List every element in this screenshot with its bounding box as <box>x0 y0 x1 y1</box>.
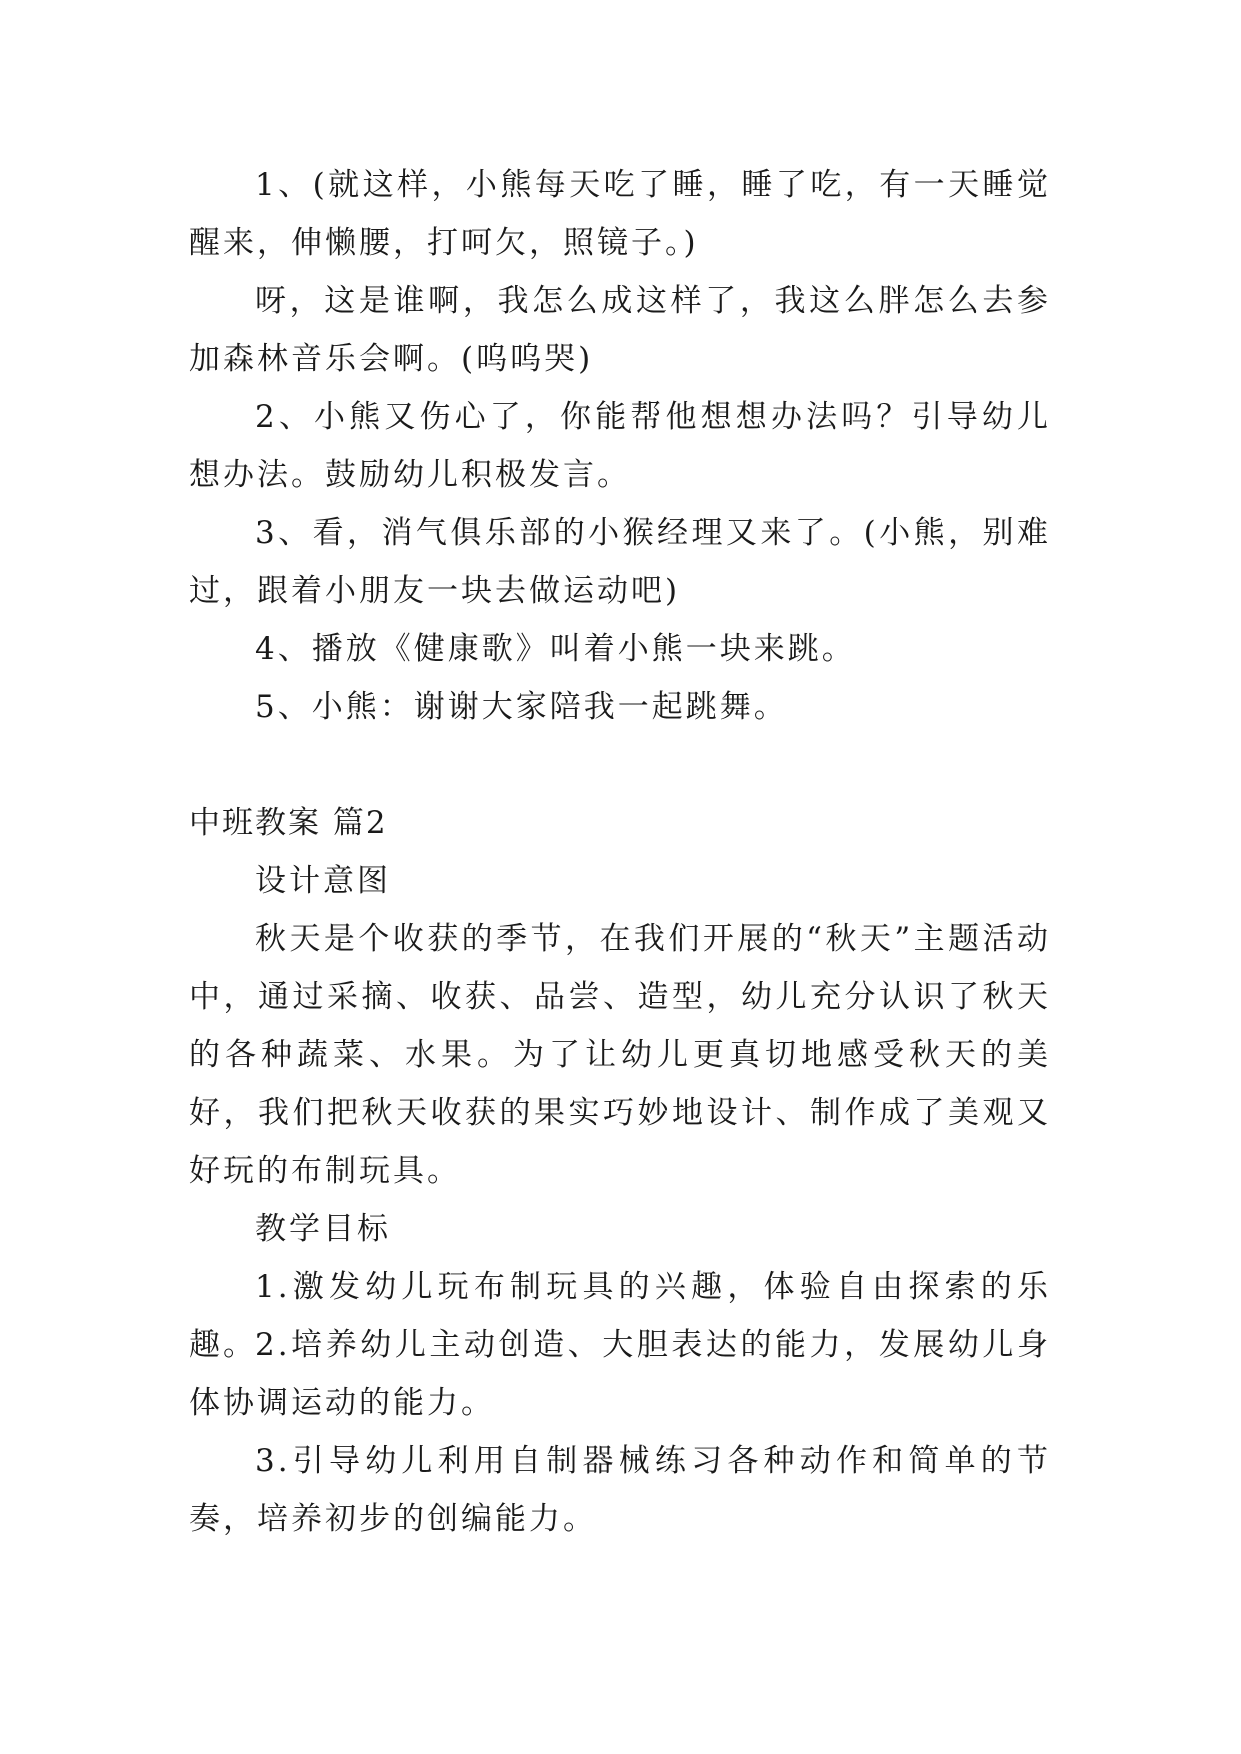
paragraph-bear-speech: 呀，这是谁啊，我怎么成这样了，我这么胖怎么去参加森林音乐会啊。(呜呜哭) <box>189 283 1051 377</box>
paragraph-step-1: 1、(就这样，小熊每天吃了睡，睡了吃，有一天睡觉醒来，伸懒腰，打呵欠，照镜子。) <box>189 167 1051 261</box>
paragraph-step-5: 5、小熊：谢谢大家陪我一起跳舞。 <box>255 689 788 725</box>
goal-item-3: 3.引导幼儿利用自制器械练习各种动作和简单的节奏，培养初步的创编能力。 <box>189 1443 1051 1537</box>
paragraph-step-2: 2、小熊又伤心了，你能帮他想想办法吗？引导幼儿想办法。鼓励幼儿积极发言。 <box>189 399 1051 493</box>
teaching-goals-heading: 教学目标 <box>255 1211 391 1247</box>
paragraph-step-3: 3、看，消气俱乐部的小猴经理又来了。(小熊，别难过，跟着小朋友一块去做运动吧) <box>189 515 1051 609</box>
paragraph-step-4: 4、播放《健康歌》叫着小熊一块来跳。 <box>255 631 856 667</box>
design-intent-text: 秋天是个收获的季节，在我们开展的“秋天”主题活动中，通过采摘、收获、品尝、造型，幼儿充分认识了秋天的各种蔬菜、水果。为了让幼儿更真切地感受秋天的美好，我们把秋天收获的果实巧妙地设计、制作成了美观又好玩的布制玩具。 <box>189 921 1051 1189</box>
section-title: 中班教案 篇2 <box>189 805 388 841</box>
goal-item-1: 1.激发幼儿玩布制玩具的兴趣，体验自由探索的乐趣。 <box>189 1269 1051 1363</box>
goal-item-2: 2.培养幼儿主动创造、大胆表达的能力，发展幼儿身体协调运动的能力。 <box>189 1327 1051 1421</box>
design-intent-heading: 设计意图 <box>255 863 391 899</box>
